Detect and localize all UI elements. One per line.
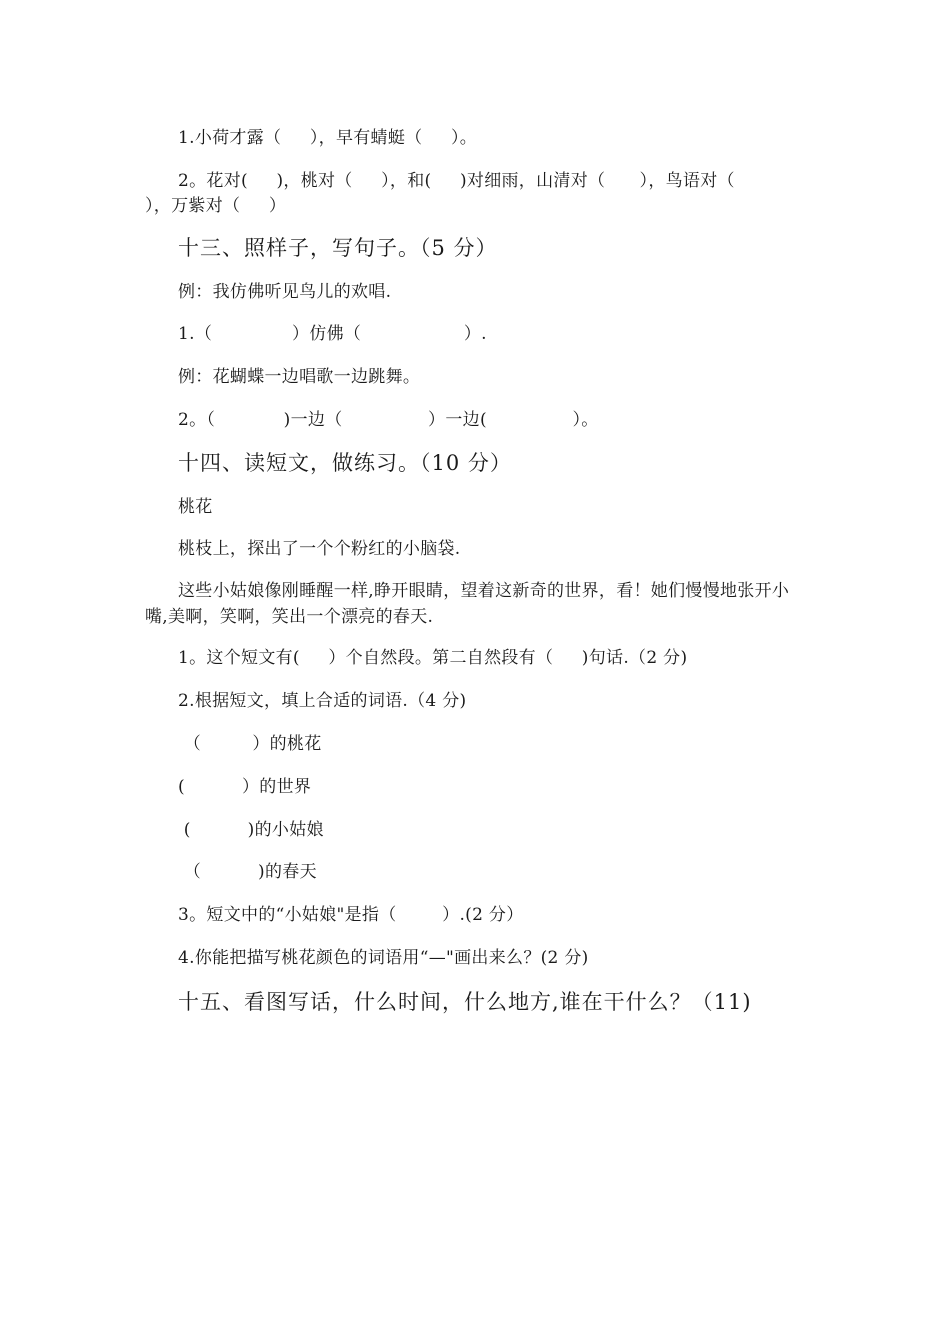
example-2: 例：花蝴蝶一边唱歌一边跳舞。 [178, 367, 421, 387]
question-12-1: 1.小荷才露（ ），早有蜻蜓（ ）。 [178, 128, 478, 148]
section-14-heading: 十四、读短文，做练习。（10 分） [178, 451, 512, 475]
question-14-3: 3。短文中的“小姑娘"是指（ ）.(2 分） [178, 905, 524, 925]
question-12-2-line-1: 2。花对( )，桃对（ ），和( )对细雨，山清对（ ），鸟语对（ [178, 171, 735, 191]
passage-paragraph-2 [145, 578, 810, 630]
fill-blank-1: （ ）的桃花 [178, 734, 322, 754]
section-15-heading: 十五、看图写话，什么时间，什么地方,谁在干什么？（11) [178, 990, 752, 1014]
sentence-1: 1.（ ）仿佛（ ）. [178, 324, 487, 344]
section-13-heading: 十三、照样子，写句子。（5 分） [178, 236, 498, 260]
passage-paragraph-1: 桃枝上，探出了一个个粉红的小脑袋. [178, 539, 461, 559]
question-12-2-line-2: ），万紫对（ ） [145, 196, 287, 216]
sentence-2: 2。（ )一边（ ）一边( ）。 [178, 410, 599, 430]
question-14-4: 4.你能把描写桃花颜色的词语用“—"画出来么？(2 分) [178, 948, 589, 968]
fill-blank-2: ( ）的世界 [178, 777, 312, 797]
fill-blank-3: ( )的小姑娘 [178, 820, 324, 840]
example-1: 例：我仿佛听见鸟儿的欢唱. [178, 282, 392, 302]
question-14-2: 2.根据短文，填上合适的词语.（4 分) [178, 691, 467, 711]
passage-paragraph-2-text: 这些小姑娘像刚睡醒一样,睁开眼睛，望着这新奇的世界，看！她们慢慢地张开小嘴,美啊，笑啊，笑出一个漂亮的春天. [145, 581, 790, 627]
fill-blank-4: （ )的春天 [178, 862, 317, 882]
passage-title: 桃花 [178, 497, 213, 517]
question-14-1: 1。这个短文有( ）个自然段。第二自然段有（ )句话.（2 分) [178, 648, 688, 668]
